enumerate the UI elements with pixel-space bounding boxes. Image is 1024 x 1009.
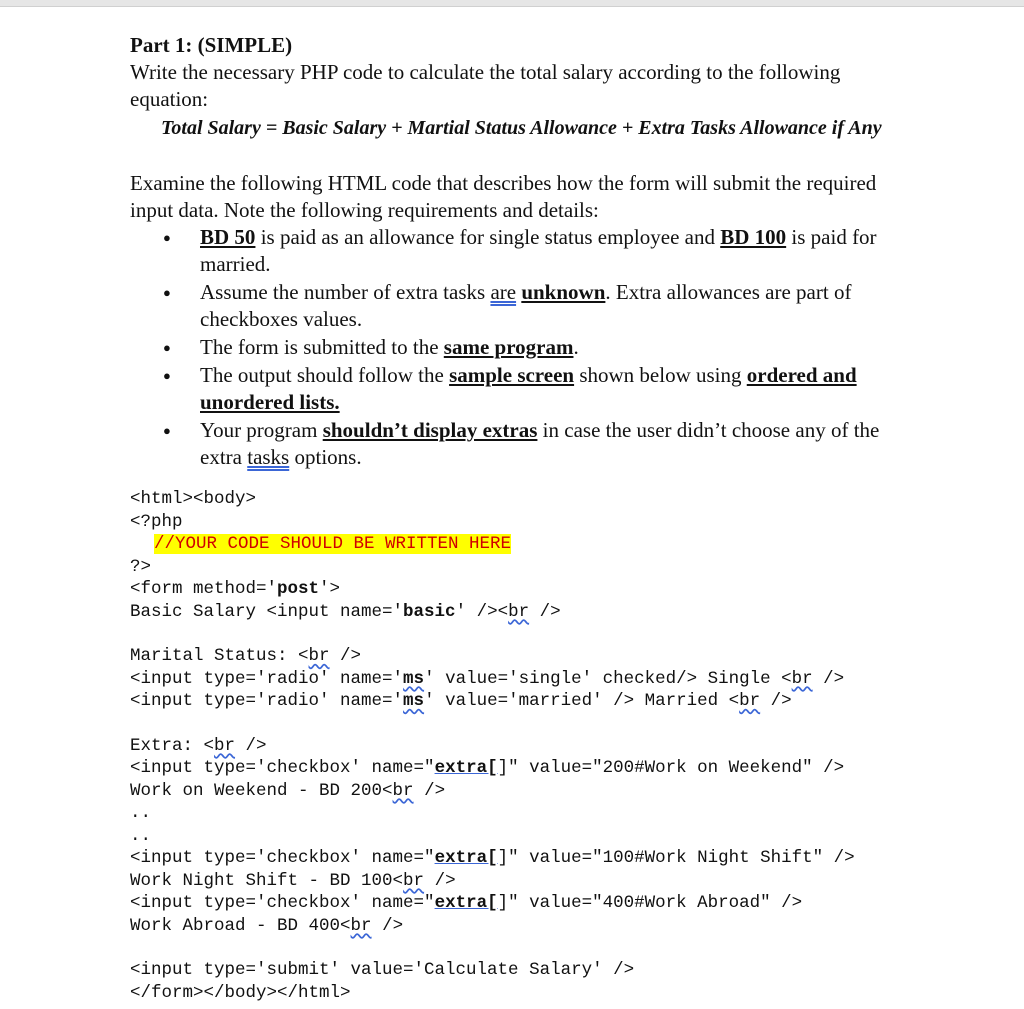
req5-line2b: options. [289, 445, 362, 469]
req1-line2: married. [200, 252, 271, 276]
code-line [130, 780, 855, 803]
code-line: </form></body></html> [130, 982, 351, 1003]
code-seg: ]" value="200#Work on Weekend" /> [497, 758, 845, 778]
code-line [130, 892, 855, 915]
document-page [130, 32, 970, 472]
requirement-item [200, 334, 970, 361]
req2-are: are [490, 280, 517, 304]
code-seg: Work Night Shift - BD 100< [130, 870, 404, 891]
code-seg: Basic Salary <input name=' [130, 601, 404, 622]
examine-line-1: Examine the following HTML code that describes how the form will submit the required [130, 171, 877, 195]
code-seg: ' />< [455, 601, 509, 622]
req1-end: is paid for [786, 225, 877, 249]
code-line: .. [130, 825, 152, 846]
salary-formula: Total Salary = Basic Salary + Martial Status Allowance + Extra Tasks Allowance if Any [161, 117, 882, 139]
req2-text: Assume the number of extra tasks [200, 280, 491, 304]
req2-line2: checkboxes values. [200, 307, 363, 331]
req5-text: Your program [200, 418, 323, 442]
req4-sample-screen: sample screen [449, 363, 575, 387]
code-line [130, 757, 855, 780]
code-line [130, 847, 855, 870]
req1-text: is paid as an allowance for single status employee and [255, 225, 721, 249]
code-seg: /> [329, 646, 362, 666]
intro-text [130, 59, 970, 113]
code-seg: br [308, 646, 330, 666]
requirements-list [130, 224, 970, 471]
code-seg: br [403, 870, 425, 891]
code-seg: <form method=' [130, 579, 278, 599]
code-seg: '> [319, 579, 341, 599]
req4-text: The output should follow the [200, 363, 450, 387]
requirement-item [200, 279, 970, 333]
code-seg: ]" value="400#Work Abroad" /> [497, 893, 803, 913]
code-seg: /> [812, 668, 845, 689]
code-line: <html><body> [130, 489, 257, 509]
code-line [130, 578, 855, 601]
window-top-bar [0, 0, 1024, 7]
req5-end: in case the user didn’t choose any of the [537, 418, 880, 442]
code-seg: ' value='married' /> Married < [424, 691, 740, 711]
code-seg: br [791, 668, 813, 689]
code-line: .. [130, 803, 152, 823]
code-seg: <input type='radio' name=' [130, 668, 404, 689]
bd100-text: BD 100 [720, 225, 787, 249]
code-seg: /> [235, 735, 267, 756]
code-seg: extra[ [434, 848, 498, 868]
req5-shouldnt: shouldn’t display extras [322, 418, 538, 442]
code-seg: br [392, 780, 414, 801]
code-seg: extra[ [434, 893, 498, 913]
code-seg: /> [413, 780, 446, 801]
req4-mid: shown below using [574, 363, 747, 387]
bd50-text: BD 50 [200, 225, 256, 249]
part-title: Part 1: (SIMPLE) [130, 33, 293, 57]
req5-tasks: tasks [247, 445, 290, 469]
requirement-item [200, 362, 970, 416]
code-line: <?php [130, 511, 183, 532]
code-seg: /> [371, 915, 404, 936]
code-seg: <input type='radio' name=' [130, 691, 404, 711]
req5-line2a: extra [200, 445, 248, 469]
code-seg: br [508, 601, 530, 622]
html-code-block [130, 488, 855, 1004]
requirement-item [200, 417, 970, 471]
code-seg: Marital Status: < [130, 646, 309, 666]
code-line [130, 735, 855, 758]
code-line [130, 690, 855, 713]
code-line: ?> [130, 556, 152, 577]
code-seg: br [350, 915, 372, 936]
intro-line-2: equation: [130, 87, 209, 111]
code-seg: /> [529, 601, 561, 622]
code-seg: ]" value="100#Work Night Shift" /> [497, 848, 855, 868]
code-line-highlight [130, 533, 855, 556]
req4-line2: unordered lists. [200, 390, 340, 414]
code-seg: /> [424, 870, 456, 891]
req2-unknown: unknown [521, 280, 606, 304]
code-line [130, 601, 855, 624]
requirement-item [200, 224, 970, 278]
code-line [130, 645, 855, 668]
examine-line-2: input data. Note the following requirements and details: [130, 198, 599, 222]
code-seg: /> [760, 691, 792, 711]
code-seg: post [277, 579, 320, 599]
code-seg: br [214, 735, 236, 756]
req3-same-program: same program [443, 335, 574, 359]
code-seg: basic [403, 601, 456, 622]
code-seg: <input type='checkbox' name=" [130, 893, 435, 913]
examine-text [130, 170, 970, 224]
code-line [130, 870, 855, 893]
code-seg: <input type='checkbox' name=" [130, 758, 435, 778]
req3-end: . [573, 335, 579, 359]
code-seg: extra[ [434, 758, 498, 778]
req3-text: The form is submitted to the [200, 335, 444, 359]
code-line [130, 915, 855, 938]
code-comment: //YOUR CODE SHOULD BE WRITTEN HERE [154, 534, 512, 554]
code-seg: br [739, 691, 761, 711]
code-seg: Work on Weekend - BD 200< [130, 780, 393, 801]
req2-end: . Extra allowances are part of [605, 280, 852, 304]
code-seg: <input type='checkbox' name=" [130, 848, 435, 868]
req4-ordered: ordered and [746, 363, 857, 387]
code-seg: ms [403, 691, 425, 711]
code-seg: Extra: < [130, 735, 215, 756]
code-line [130, 668, 855, 691]
code-seg: ms [403, 668, 425, 689]
code-seg: Work Abroad - BD 400< [130, 915, 351, 936]
code-seg: ' value='single' checked/> Single < [424, 668, 792, 689]
intro-line-1: Write the necessary PHP code to calculate the total salary according to the following [130, 60, 841, 84]
code-line: <input type='submit' value='Calculate Salary' /> [130, 960, 635, 980]
